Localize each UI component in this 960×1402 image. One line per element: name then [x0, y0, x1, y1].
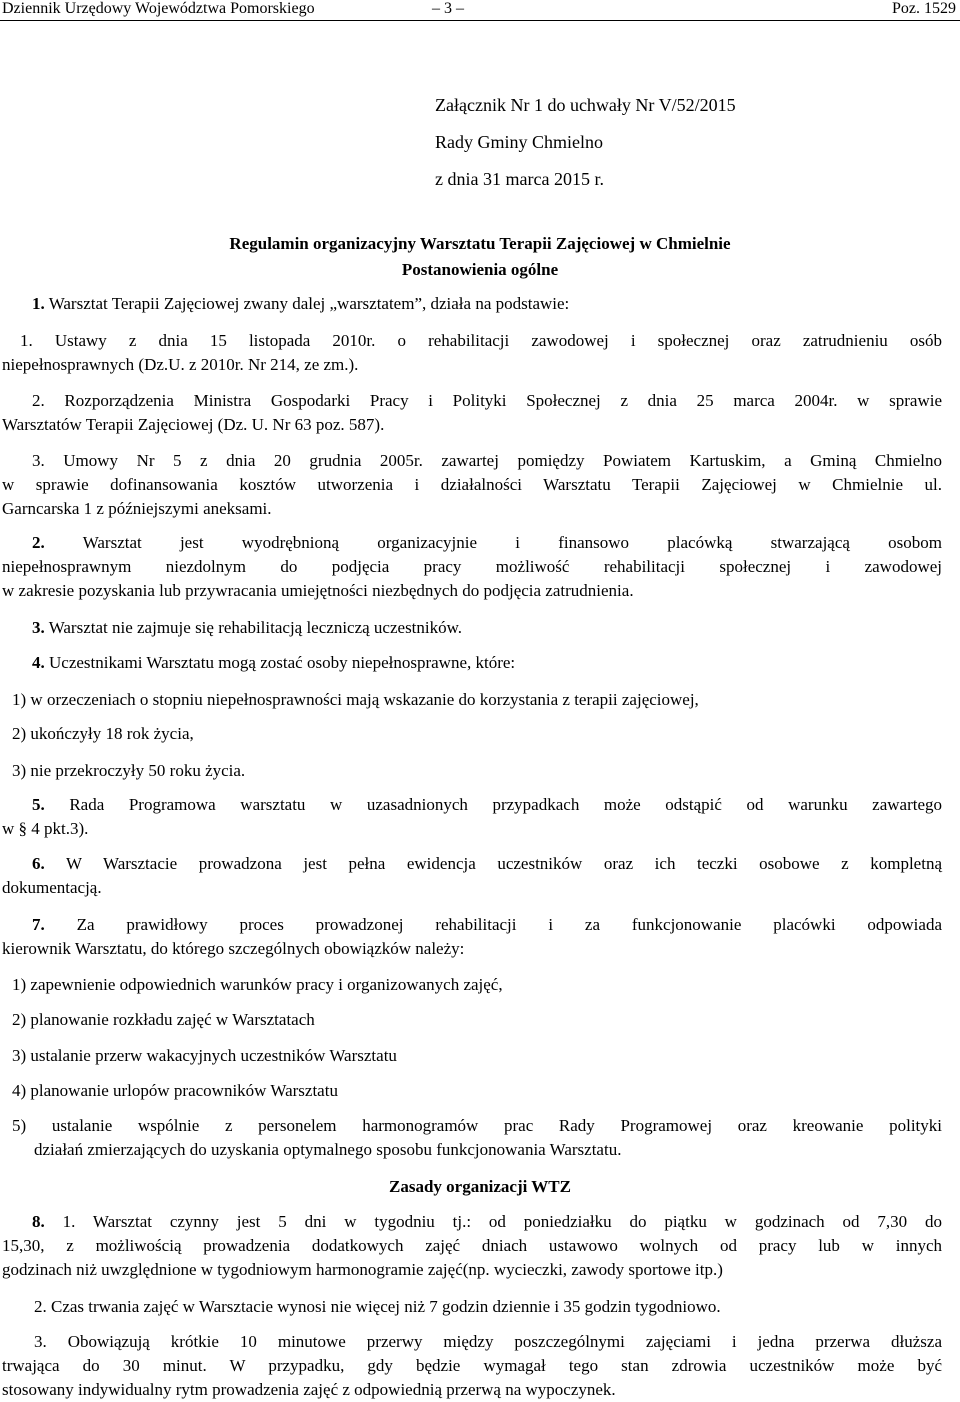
section-8-line	[32, 1210, 942, 1234]
section-2	[32, 531, 942, 555]
section-number: 4.	[32, 653, 45, 672]
section-1-item-2-cont	[2, 413, 942, 437]
section-number: 5.	[32, 795, 45, 814]
section-text: godzinach niż uwzględnione w tygodniowym harmonogramie zajęć(np. wycieczki, zawody sportowe itp.)	[2, 1260, 723, 1279]
section-text: 15,30, z możliwością prowadzenia dodatkowych zajęć dniach ustawowo wolnych od pracy lub w innych	[2, 1236, 942, 1255]
annex-line: Rady Gminy Chmielno	[435, 132, 603, 152]
section-1-item-1	[20, 329, 942, 353]
section-6-line	[32, 852, 942, 876]
section-number: 6.	[32, 854, 45, 873]
annex-line: Załącznik Nr 1 do uchwały Nr V/52/2015	[435, 95, 736, 115]
journal-name: Dziennik Urzędowy Województwa Pomorskiego	[2, 0, 315, 17]
section-7-item: 1) zapewnienie odpowiednich warunków pracy i organizowanych zajęć,	[12, 975, 503, 994]
section-7-cont	[2, 937, 942, 961]
section-7	[32, 913, 942, 937]
item-line: 1. Ustawy z dnia 15 listopada 2010r. o rehabilitacji zawodowej i społecznej oraz zatrudnieniu osób	[20, 331, 942, 350]
section-4-item: 3) nie przekroczyły 50 roku życia.	[12, 761, 246, 780]
item-line: działań zmierzających do uzyskania optymalnego sposobu funkcjonowania Warsztatu.	[34, 1140, 622, 1159]
section-number: 2.	[32, 533, 45, 552]
section-text: 1. Warsztat czynny jest 5 dni w tygodniu tj.: od poniedziałku do piątku w godzinach od 7,30 do	[62, 1212, 943, 1231]
section-text: Warsztat nie zajmuje się rehabilitacją leczniczą uczestników.	[48, 618, 463, 637]
section-5	[32, 793, 942, 817]
item-line: Garncarska 1 z późniejszymi aneksami.	[2, 499, 272, 518]
subtitle-line: Postanowienia ogólne	[401, 260, 559, 279]
section-number: 3.	[32, 618, 45, 637]
section-text: trwająca do 30 minut. W przypadku, gdy będzie wymagał tego stan zdrowia uczestników może być	[2, 1356, 942, 1375]
annex-block	[435, 93, 736, 204]
section-text: Rada Programowa warsztatu w uzasadnionych przypadkach może odstąpić od warunku zawartego	[69, 795, 943, 814]
item-line: Warsztatów Terapii Zajęciowej (Dz. U. Nr 63 poz. 587).	[2, 415, 385, 434]
section-4-item: 2) ukończyły 18 rok życia,	[12, 724, 194, 743]
section-text: W Warsztacie prowadzona jest pełna ewidencja uczestników oraz ich teczki osobowe z kompletną	[66, 854, 942, 873]
section-text: w § 4 pkt.3).	[2, 819, 89, 838]
section-7-item: 3) ustalanie przerw wakacyjnych uczestników Warsztatu	[12, 1046, 397, 1065]
section-text: Warsztat Terapii Zajęciowej zwany dalej „warsztatem”, działa na podstawie:	[48, 294, 570, 313]
position-number: Poz. 1529	[892, 0, 956, 17]
section-text: 3. Obowiązują krótkie 10 minutowe przerwy między poszczególnymi zajęciami i jedna przerwa dłuższa	[34, 1332, 942, 1351]
section-1-item-3	[32, 449, 942, 473]
section-3	[32, 616, 942, 640]
document-title	[0, 231, 960, 283]
section-4	[32, 651, 942, 675]
section-8-p3	[34, 1330, 942, 1354]
section-4-item: 1) w orzeczeniach o stopniu niepełnosprawności mają wskazanie do korzystania z terapii zajęciowej,	[12, 690, 699, 709]
section-2-cont	[2, 555, 942, 603]
section-text: dokumentacją.	[2, 878, 102, 897]
section-heading: Zasady organizacji WTZ	[389, 1177, 571, 1196]
section-1-item-3-cont	[2, 473, 942, 521]
item-line: 5) ustalanie wspólnie z personelem harmonogramów prac Rady Programowej oraz kreowanie polityki	[12, 1116, 942, 1135]
item-line: 2. Rozporządzenia Ministra Gospodarki Pracy i Polityki Społecznej z dnia 25 marca 2004r. w sprawie	[32, 391, 942, 410]
item-line: 3. Umowy Nr 5 z dnia 20 grudnia 2005r. zawartej pomiędzy Powiatem Kartuskim, a Gminą Chmielno	[32, 451, 942, 470]
section-text: stosowany indywidualny rytm prowadzenia zajęć z odpowiednią przerwą na wypoczynek.	[2, 1380, 616, 1399]
page-header	[0, 0, 960, 21]
item-line: niepełnosprawnych (Dz.U. z 2010r. Nr 214, ze zm.).	[2, 355, 359, 374]
section-text: Uczestnikami Warsztatu mogą zostać osoby niepełnosprawne, które:	[49, 653, 516, 672]
section-text: w zakresie pozyskania lub przywracania umiejętności niezbędnych do podjęcia zatrudnienia.	[2, 581, 634, 600]
section-1-intro	[32, 292, 942, 316]
section-7-item-5	[12, 1114, 942, 1138]
section-5-line	[32, 793, 942, 817]
section-text: niepełnosprawnym niezdolnym do podjęcia pracy możliwość rehabilitacji społecznej i zawodowej	[2, 557, 942, 576]
section-8-p3-cont	[2, 1354, 942, 1402]
section-text: Za prawidłowy proces prowadzonej rehabilitacji i za funkcjonowanie placówki odpowiada	[76, 915, 942, 934]
section-6-cont	[2, 876, 942, 900]
section-1-item-2	[32, 389, 942, 413]
section-text: kierownik Warsztatu, do którego szczególnych obowiązków należy:	[2, 939, 465, 958]
section-2-line	[32, 531, 942, 555]
section-8	[32, 1210, 942, 1234]
section-number: 1.	[32, 294, 45, 313]
section-8-p2: 2. Czas trwania zajęć w Warsztacie wynosi nie więcej niż 7 godzin dziennie i 35 godzin tygodniowo.	[34, 1297, 721, 1316]
section-number: 7.	[32, 915, 45, 934]
item-line: w sprawie dofinansowania kosztów utworzenia i działalności Warsztatu Terapii Zajęciowej w Chmielnie ul.	[2, 475, 942, 494]
section-text: Warsztat jest wyodrębnioną organizacyjnie i finansowo placówką stwarzającą osobom	[82, 533, 942, 552]
section-7-item-5-cont	[34, 1138, 942, 1162]
section-7-item: 2) planowanie rozkładu zajęć w Warsztatach	[12, 1010, 315, 1029]
section-number: 8.	[32, 1212, 45, 1231]
section-7-item: 4) planowanie urlopów pracowników Warsztatu	[12, 1081, 338, 1100]
section-6	[32, 852, 942, 876]
section-5-cont	[2, 817, 942, 841]
page-number: – 3 –	[432, 0, 464, 17]
section-7-line	[32, 913, 942, 937]
section-1-item-1-cont	[2, 353, 942, 377]
title-line: Regulamin organizacyjny Warsztatu Terapii Zajęciowej w Chmielnie	[229, 234, 731, 253]
annex-line: z dnia 31 marca 2015 r.	[435, 169, 604, 189]
section-8-cont	[2, 1234, 942, 1282]
